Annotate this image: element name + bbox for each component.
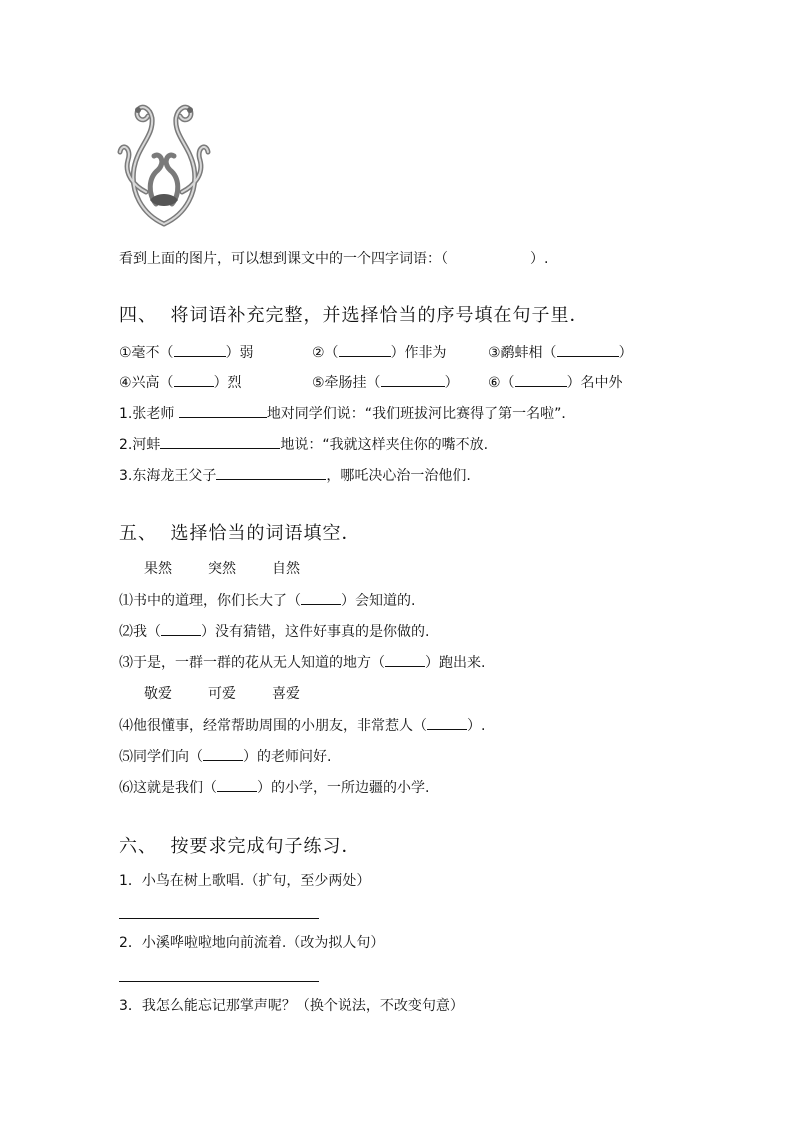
sentence-question-1: 1．小鸟在树上歌唱.（扩句，至少两处） [119, 873, 371, 889]
word-blank[interactable] [174, 372, 214, 387]
word-choice-5: 可爱 [208, 686, 236, 702]
sentence-blank[interactable] [301, 590, 341, 605]
ornament-image [112, 96, 216, 228]
answer-blank[interactable] [448, 249, 530, 263]
answer-line-1[interactable] [119, 918, 319, 919]
choice-sentence-5: ⑸同学们向（ ）的老师问好. [119, 746, 331, 767]
choice-sentence-3: ⑶于是，一群一群的花从无人知道的地方（ ）跑出来. [119, 652, 485, 673]
sentence-blank[interactable] [160, 434, 280, 449]
fill-sentence-1: 1.张老师 地对同学们说：“我们班拔河比赛得了第一名啦”． [119, 403, 575, 424]
word-choice-2: 突然 [208, 561, 236, 577]
sentence-blank[interactable] [216, 465, 326, 480]
word-item-5: ⑤牵肠挂（ ） [312, 372, 459, 393]
word-item-4: ④兴高（ ）烈 [119, 372, 242, 393]
sentence-blank[interactable] [427, 715, 467, 730]
word-choice-1: 果然 [144, 561, 172, 577]
word-blank[interactable] [381, 372, 445, 387]
word-blank[interactable] [339, 342, 391, 357]
word-item-1: ①毫不（ ）弱 [119, 342, 254, 363]
word-item-3: ③鹬蚌相（ ） [488, 342, 633, 363]
word-item-6: ⑥（ ）名中外 [488, 372, 623, 393]
section-6-title: 六、 按要求完成句子练习． [119, 836, 361, 857]
answer-line-2[interactable] [119, 981, 319, 982]
word-blank[interactable] [557, 342, 619, 357]
picture-question: 看到上面的图片，可以想到课文中的一个四字词语：（ ）. [119, 251, 549, 267]
section-5-title: 五、 选择恰当的词语填空． [119, 523, 361, 544]
sentence-question-3: 3．我怎么能忘记那掌声呢？（换个说法，不改变句意） [119, 998, 464, 1014]
fill-sentence-2: 2.河蚌 地说：“我就这样夹住你的嘴不放. [119, 434, 488, 455]
word-choice-6: 喜爱 [272, 686, 300, 702]
choice-sentence-1: ⑴书中的道理，你们长大了（ ）会知道的. [119, 590, 415, 611]
choice-sentence-6: ⑹这就是我们（ ）的小学，一所边疆的小学. [119, 777, 429, 798]
choice-sentence-2: ⑵我（ ）没有猜错，这件好事真的是你做的. [119, 621, 429, 642]
sentence-blank[interactable] [179, 403, 267, 418]
sentence-question-2: 2．小溪哗啦啦地向前流着.（改为拟人句） [119, 935, 385, 951]
choice-sentence-4: ⑷他很懂事，经常帮助周围的小朋友，非常惹人（ ）. [119, 715, 485, 736]
word-blank[interactable] [515, 372, 567, 387]
sentence-blank[interactable] [217, 777, 257, 792]
sentence-blank[interactable] [203, 746, 243, 761]
fill-sentence-3: 3.东海龙王父子 ，哪吒决心治一治他们. [119, 465, 471, 486]
sentence-blank[interactable] [385, 652, 425, 667]
sentence-blank[interactable] [161, 621, 201, 636]
word-blank[interactable] [174, 342, 226, 357]
word-item-2: ②（ ）作非为 [312, 342, 447, 363]
word-choice-3: 自然 [272, 561, 300, 577]
word-choice-4: 敬爱 [144, 686, 172, 702]
section-4-title: 四、 将词语补充完整，并选择恰当的序号填在句子里． [119, 305, 589, 326]
